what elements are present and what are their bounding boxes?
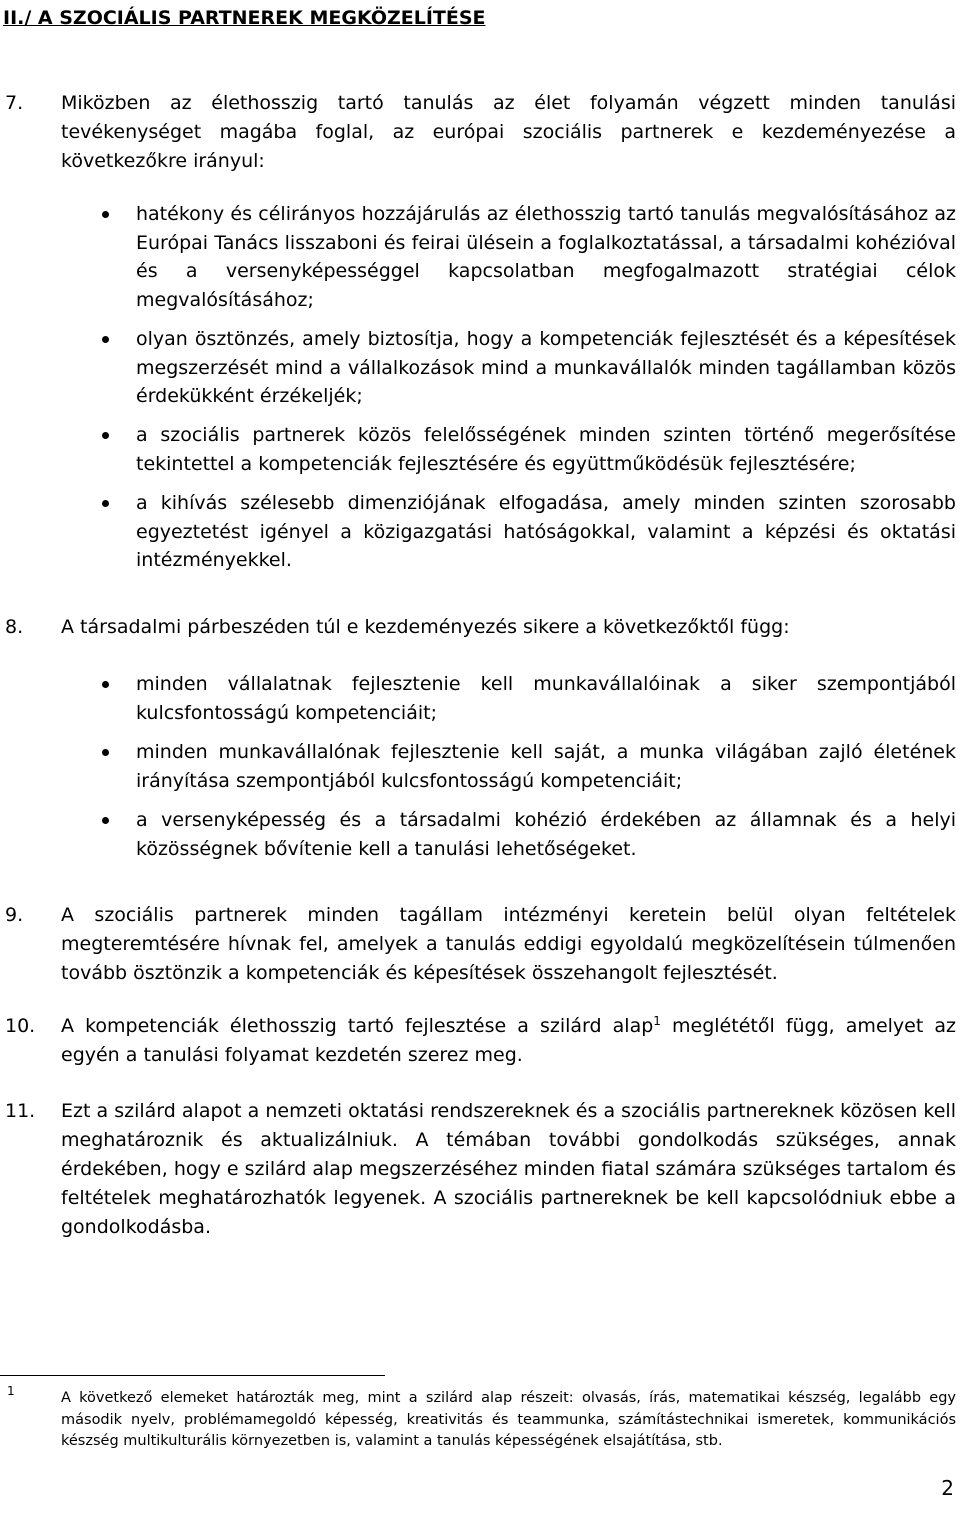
paragraph-number: 7. [5,92,24,114]
paragraph-text-end: meglététől függ, amelyet az egyén a tanulási folyamat kezdetén szerez meg. [61,1015,956,1066]
bullet-icon [102,336,109,343]
list-item-text: a szociális partnerek közös felelősségének minden szinten történő megerősítése tekintettel a kompetenciák fejlesztésére és együttműködésük fejlesztésére; [136,424,956,475]
list-item-text: minden vállalatnak fejlesztenie kell munkavállalóinak a siker szempontjából kulcsfontosságú kompetenciáit; [136,673,956,724]
paragraph-number: 8. [5,616,24,638]
list-item-text: a kihívás szélesebb dimenziójának elfogadása, amely minden szinten szorosabb egyeztetést igényel a közigazgatási hatóságokkal, valamint a képzési és oktatási intézményekkel. [136,492,956,571]
list-item-text: a versenyképesség és a társadalmi kohézió érdekében az államnak és a helyi közösségnek bővítenie kell a tanulási lehetőségeket. [136,809,956,860]
footnote-reference[interactable]: 1 [653,1014,661,1028]
paragraph-text: Ezt a szilárd alapot a nemzeti oktatási rendszereknek és a szociális partnereknek közösen kell meghatároznik és aktualizálniuk. A témában további gondolkodás szükséges, annak érdekében, hogy e szilárd alap megszerzéséhez minden fiatal számára szükséges tartalom és feltételek meghatározhatók legyenek. A szociális partnereknek be kell kapcsolódniuk ebbe a gondolkodásba. [61,1100,956,1238]
paragraph-number: 10. [5,1015,36,1037]
bullet-icon [102,681,109,688]
list-item-text: olyan ösztönzés, amely biztosítja, hogy a kompetenciák fejlesztését és a képesítések megszerzését mind a vállalkozások mind a munkavállalók minden tagállamban közös érdekükként érzékeljék; [136,328,956,407]
paragraph-number: 11. [5,1100,36,1122]
paragraph-text-start: A kompetenciák élethosszig tartó fejlesztése a szilárd alap [61,1015,654,1037]
section-heading: II./ A SZOCIÁLIS PARTNEREK MEGKÖZELÍTÉSE [3,7,486,29]
bullet-icon [102,211,109,218]
page-number: 2 [941,1476,954,1500]
bullet-icon [102,749,109,756]
bullet-icon [102,432,109,439]
paragraph-text: Miközben az élethosszig tartó tanulás az élet folyamán végzett minden tanulási tevékenységet magába foglal, az európai szociális partnerek e kezdeményezése a következőkre irányul: [61,92,956,172]
bullet-icon [102,500,109,507]
paragraph-text [61,1012,956,1070]
footnote-divider [0,1375,385,1376]
paragraph-text: A szociális partnerek minden tagállam intézményi keretein belül olyan feltételek megteremtésére hívnak fel, amelyek a tanulás eddigi egyoldalú megközelítésein túlmenően tovább ösztönzik a kompetenciák és képesítések összehangolt fejlesztését. [61,904,956,984]
footnote-mark: 1 [7,1384,15,1398]
footnote-text: A következő elemeket határozták meg, mint a szilárd alap részeit: olvasás, írás, matematikai készség, legalább egy második nyelv, problémamegoldó képesség, kreativitás és teammunka, számítástechnikai ismeretek, kommunikációs készség multikulturális környezetben is, valamint a tanulás képességének elsajátítása, stb. [61,1390,956,1449]
bullet-icon [102,817,109,824]
list-item-text: hatékony és célirányos hozzájárulás az élethosszig tartó tanulás megvalósításához az Európai Tanács lisszaboni és feirai ülésein a foglalkoztatással, a társadalmi kohézióval és a versenyképességgel kapcsolatban megfogalmazott stratégiai célok megvalósításához; [136,203,956,311]
list-item-text: minden munkavállalónak fejlesztenie kell saját, a munka világában zajló életének irányítása szempontjából kulcsfontosságú kompetenciáit; [136,741,956,792]
paragraph-text: A társadalmi párbeszéden túl e kezdeményezés sikere a következőktől függ: [61,616,790,638]
paragraph-number: 9. [5,904,24,926]
